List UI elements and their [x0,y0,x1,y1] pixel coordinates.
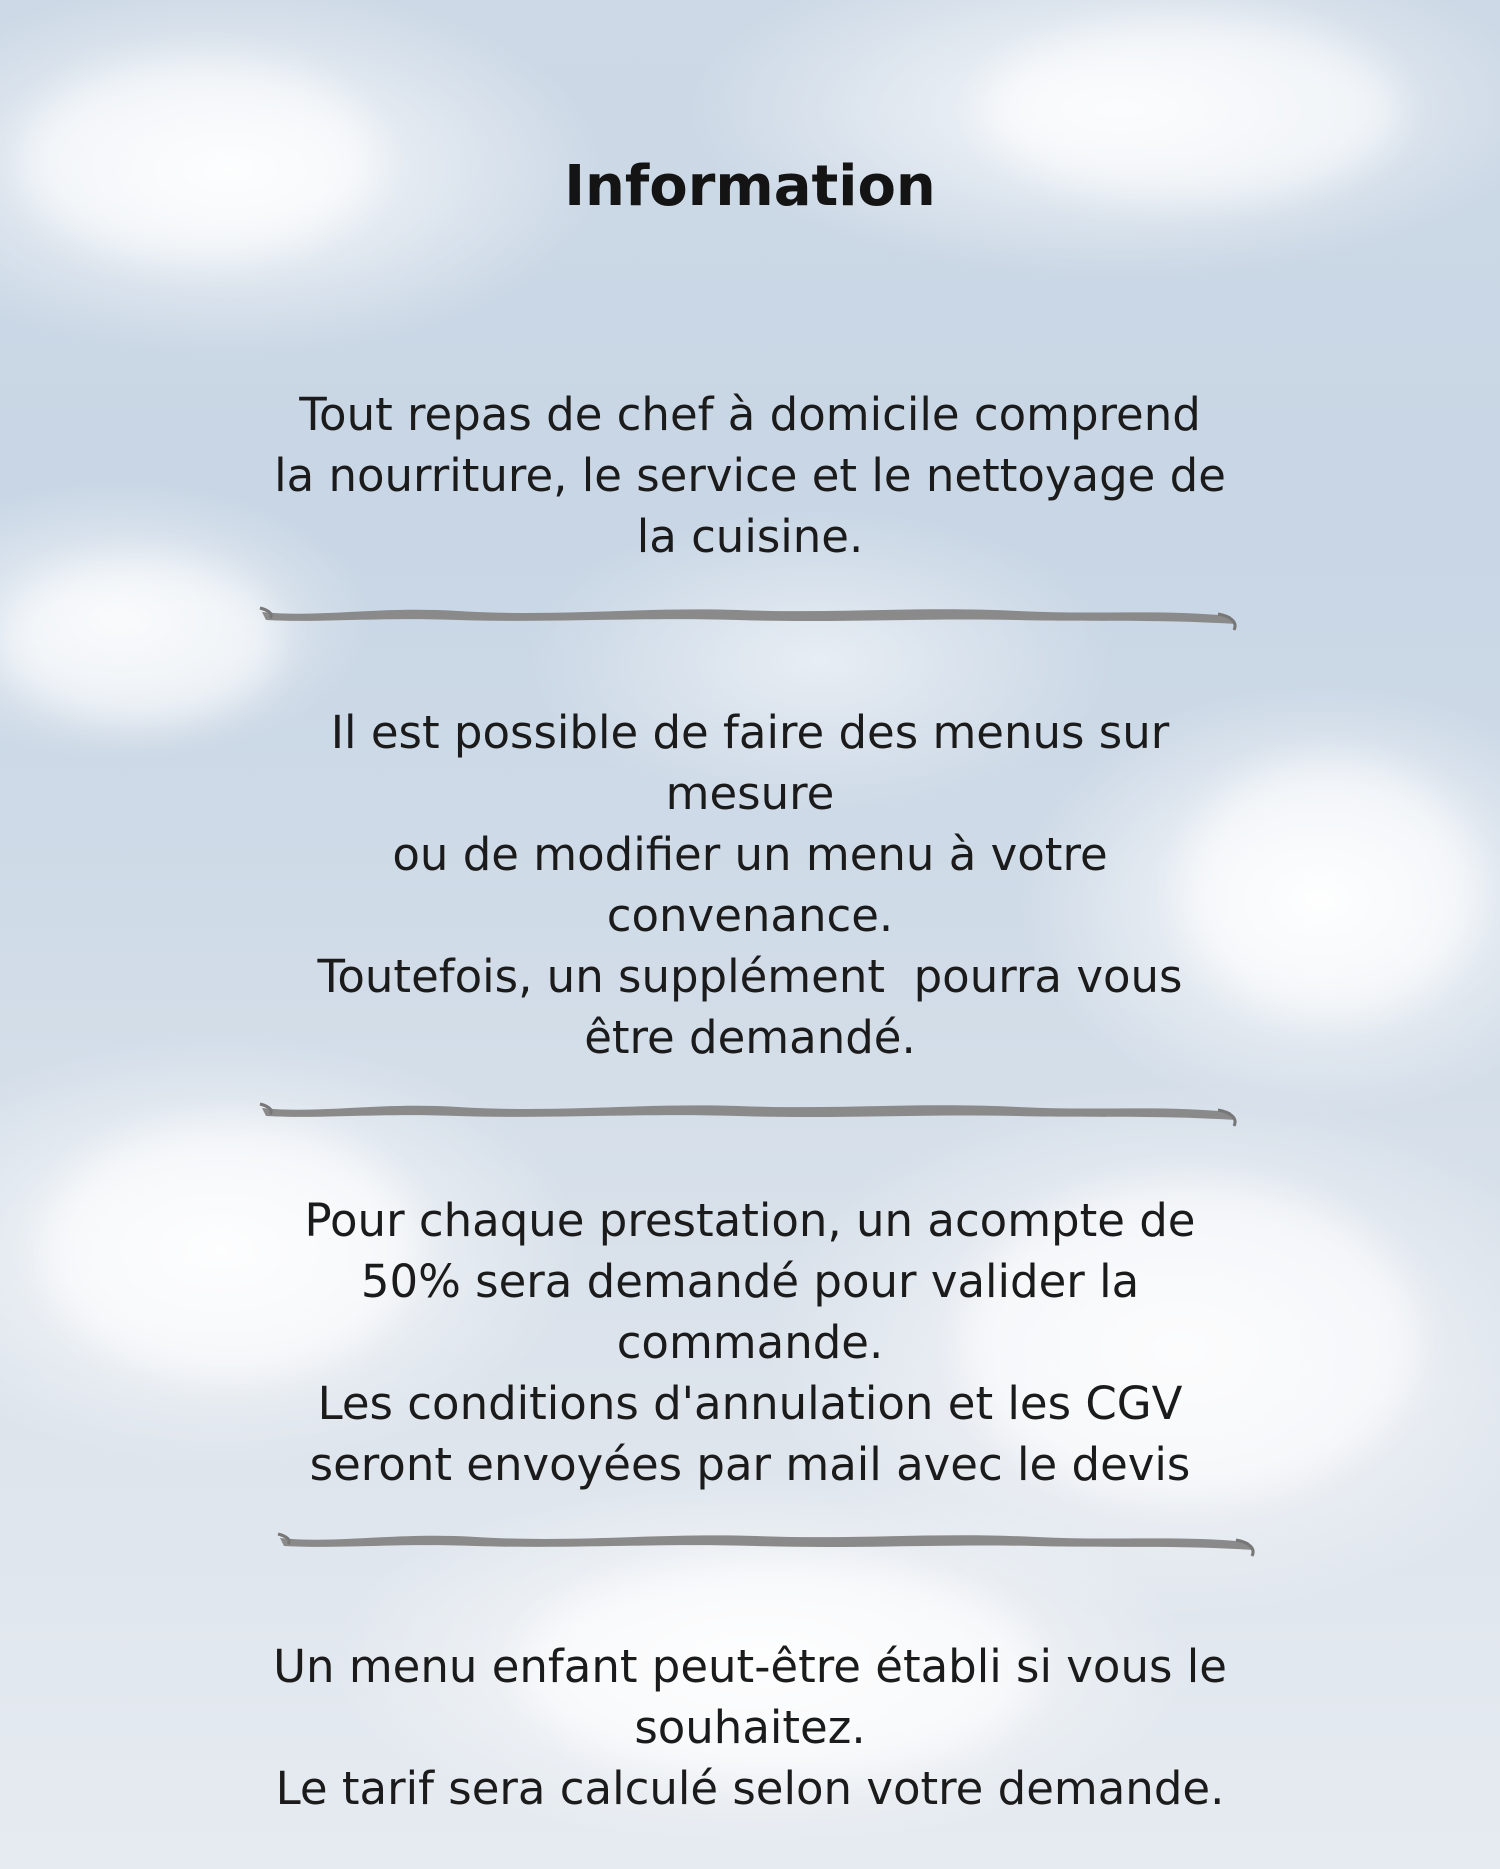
info-section-deposit [150,1190,1350,1495]
text-line: 50% sera demandé pour valider la [360,1255,1140,1308]
text-line: convenance. [606,889,894,942]
page-title: Information [564,154,936,219]
info-section-custom-menus [150,702,1350,1068]
text-line: la nourriture, le service et le nettoyage de [274,449,1226,502]
text-line: commande. [616,1316,884,1369]
info-section-kids-menu [150,1636,1350,1819]
text-line: Pour chaque prestation, un acompte de [304,1194,1196,1247]
text-line: Le tarif sera calculé selon votre demande. [275,1762,1225,1815]
text-line: Les conditions d'annulation et les CGV [317,1377,1183,1430]
text-line: être demandé. [584,1011,916,1064]
text-line: Un menu enfant peut-être établi si vous le [273,1640,1227,1693]
text-line: Il est possible de faire des menus sur [330,706,1170,759]
text-line: la cuisine. [636,510,864,563]
text-line: mesure [665,767,835,820]
brush-stroke-divider-icon [258,592,1242,636]
text-line: Toutefois, un supplément pourra vous [317,950,1183,1003]
info-section-meal-includes [150,384,1350,567]
text-line: seront envoyées par mail avec le devis [309,1438,1191,1491]
text-line: Tout repas de chef à domicile comprend [299,388,1201,441]
text-line: souhaitez. [634,1701,866,1754]
brush-stroke-divider-icon [276,1518,1260,1562]
brush-stroke-divider-icon [258,1088,1242,1132]
text-line: ou de modifier un menu à votre [392,828,1108,881]
